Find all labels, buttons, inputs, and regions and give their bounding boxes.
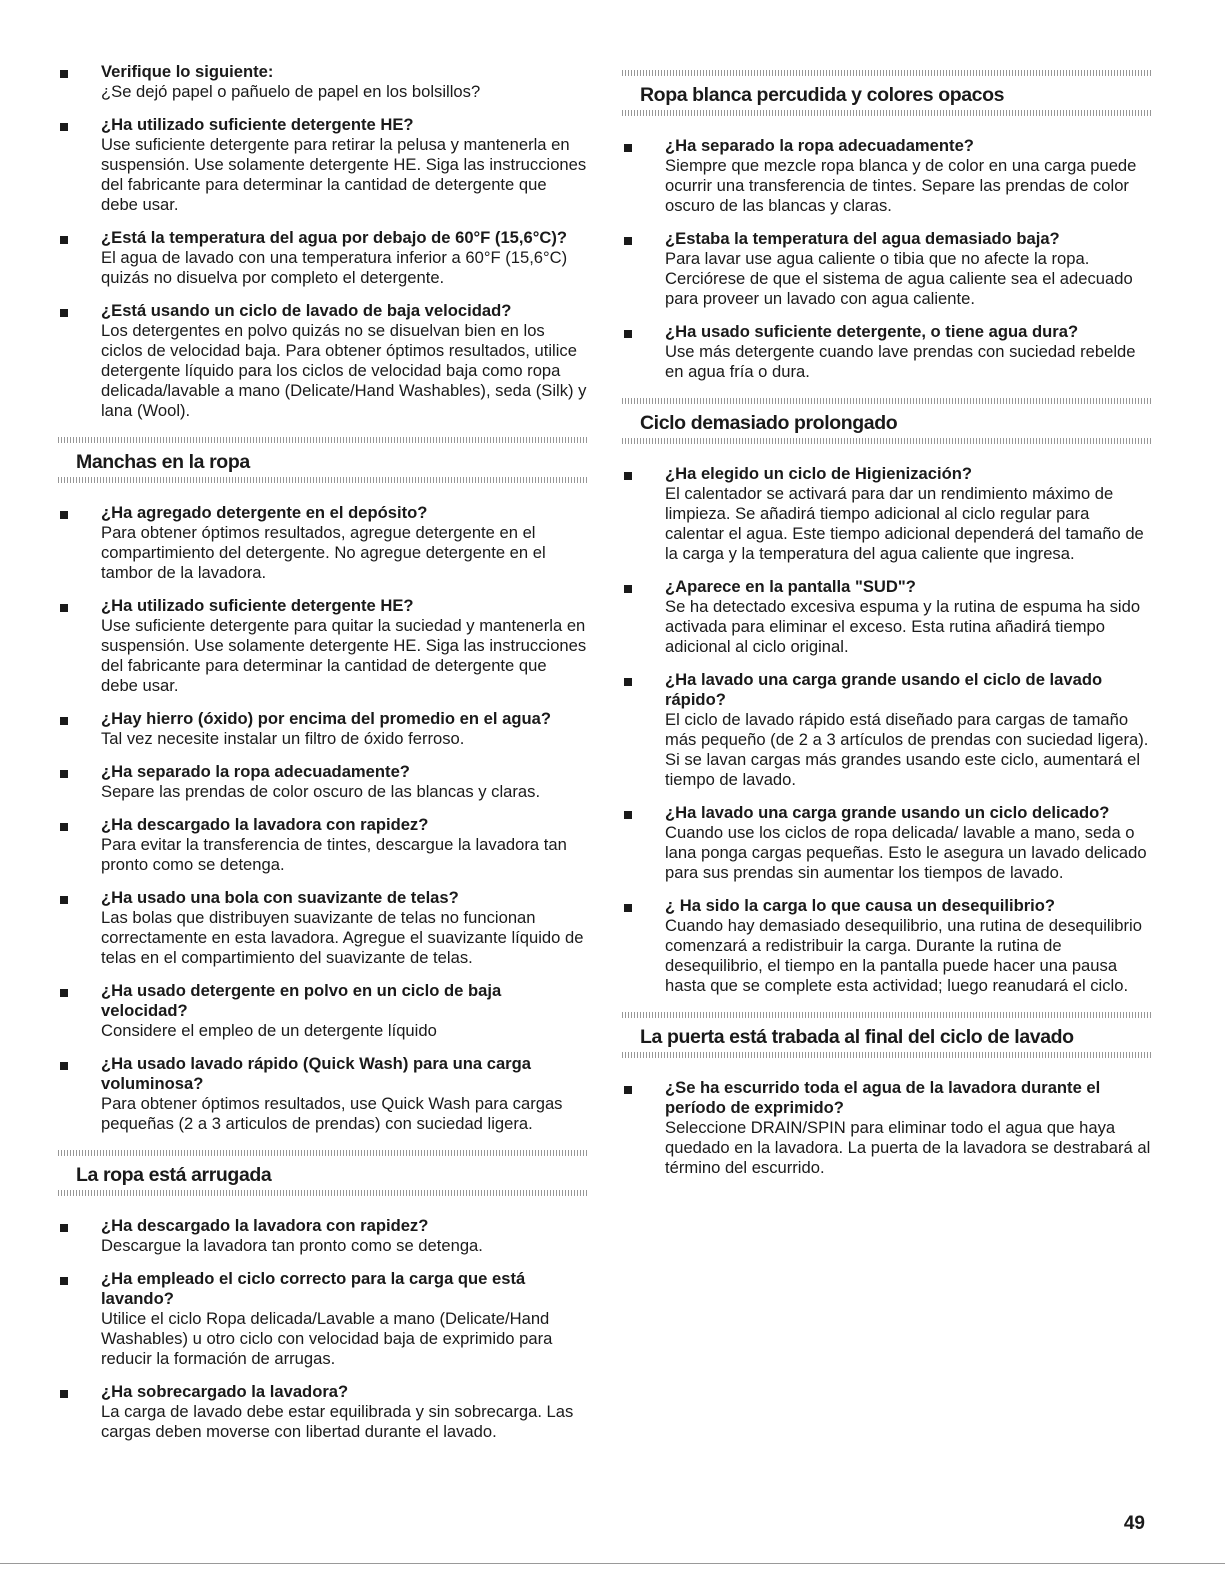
divider xyxy=(58,437,588,443)
section-list xyxy=(58,1216,588,1442)
list-item xyxy=(58,888,588,968)
answer: El ciclo de lavado rápido está diseñado para cargas de tamaño más pequeño (de 2 a 3 artículos de prendas con suciedad ligera). Si se lavan cargas más grandes usando este ciclo, aumentará el tiempo de lavado. xyxy=(665,710,1149,789)
answer: Los detergentes en polvo quizás no se disuelvan bien en los ciclos de velocidad baja. Para obtener óptimos resultados, utilice detergente líquido para los ciclos de velocidad baja como ropa delicada/lavable a mano (Delicate/Hand Washables), seda (Silk) y lana (Wool). xyxy=(101,321,587,420)
section-title: La puerta está trabada al final del ciclo de lavado xyxy=(640,1026,1074,1048)
answer: Las bolas que distribuyen suavizante de telas no funcionan correctamente en esta lavadora. Agregue el suavizante líquido de telas en el compartimiento del suavizante de telas. xyxy=(101,908,584,967)
question: ¿Ha agregado detergente en el depósito? xyxy=(101,503,428,522)
question: ¿ Ha sido la carga lo que causa un desequilibrio? xyxy=(665,896,1056,915)
question: ¿Ha usado suficiente detergente, o tiene agua dura? xyxy=(665,322,1079,341)
bullet-icon xyxy=(60,989,68,997)
bullet-icon xyxy=(60,823,68,831)
list-item xyxy=(622,136,1152,216)
bullet-icon xyxy=(60,70,68,78)
answer: Siempre que mezcle ropa blanca y de color en una carga puede ocurrir una transferencia de tintes. Separe las prendas de color oscuro de las blancas y claras. xyxy=(665,156,1137,215)
section-list xyxy=(58,503,588,1134)
section-header xyxy=(622,1012,1152,1058)
question: ¿Aparece en la pantalla "SUD"? xyxy=(665,577,916,596)
divider xyxy=(622,110,1152,116)
left-column xyxy=(58,62,588,1455)
bullet-icon xyxy=(60,236,68,244)
answer: Se ha detectado excesiva espuma y la rutina de espuma ha sido activada para eliminar el exceso. Esta rutina añadirá tiempo adicional al ciclo original. xyxy=(665,597,1141,656)
answer: Descargue la lavadora tan pronto como se detenga. xyxy=(101,1236,483,1255)
list-item xyxy=(58,115,588,215)
list-item xyxy=(58,762,588,802)
bullet-icon xyxy=(60,1224,68,1232)
section-header xyxy=(622,398,1152,444)
section-title: La ropa está arrugada xyxy=(76,1164,272,1186)
list-item xyxy=(58,981,588,1041)
section-list xyxy=(622,1078,1152,1178)
answer: Para lavar use agua caliente o tibia que no afecte la ropa. Cerciórese de que el sistema de agua caliente sea el adecuado para proveer un lavado con agua caliente. xyxy=(665,249,1133,308)
list-item xyxy=(622,896,1152,996)
question: ¿Ha utilizado suficiente detergente HE? xyxy=(101,596,414,615)
divider xyxy=(622,438,1152,444)
answer: ¿Se dejó papel o pañuelo de papel en los bolsillos? xyxy=(101,82,481,101)
question: ¿Estaba la temperatura del agua demasiado baja? xyxy=(665,229,1060,248)
answer: Seleccione DRAIN/SPIN para eliminar todo el agua que haya quedado en la lavadora. La puerta de la lavadora se destrabará al término del escurrido. xyxy=(665,1118,1151,1177)
answer: Use suficiente detergente para retirar la pelusa y mantenerla en suspensión. Use solamente detergente HE. Siga las instrucciones del fabricante para determinar la cantidad de detergente que debe usar. xyxy=(101,135,587,214)
question: ¿Ha separado la ropa adecuadamente? xyxy=(665,136,974,155)
bullet-icon xyxy=(624,144,632,152)
list-item xyxy=(58,596,588,696)
answer: El agua de lavado con una temperatura inferior a 60°F (15,6°C) quizás no disuelva por completo el detergente. xyxy=(101,248,568,287)
question: ¿Ha lavado una carga grande usando un ciclo delicado? xyxy=(665,803,1110,822)
question: ¿Ha empleado el ciclo correcto para la carga que está lavando? xyxy=(101,1269,526,1308)
list-item xyxy=(58,228,588,288)
list-item xyxy=(622,803,1152,883)
list-item xyxy=(622,1078,1152,1178)
bullet-icon xyxy=(60,1277,68,1285)
answer: Cuando hay demasiado desequilibrio, una rutina de desequilibrio comenzará a redistribuir la carga. Durante la rutina de desequilibrio, el tiempo en la pantalla puede hacer una pausa hasta que se complete esta actividad; luego reanudará el ciclo. xyxy=(665,916,1142,995)
list-item xyxy=(58,815,588,875)
list-item xyxy=(622,229,1152,309)
list-item xyxy=(58,503,588,583)
divider xyxy=(58,1190,588,1196)
section-header xyxy=(622,70,1152,116)
divider xyxy=(622,398,1152,404)
question: ¿Hay hierro (óxido) por encima del promedio en el agua? xyxy=(101,709,551,728)
list-item xyxy=(58,62,588,102)
list-item xyxy=(58,1054,588,1134)
question: ¿Está la temperatura del agua por debajo de 60°F (15,6°C)? xyxy=(101,228,568,247)
question: ¿Ha sobrecargado la lavadora? xyxy=(101,1382,349,1401)
bullet-icon xyxy=(624,472,632,480)
divider xyxy=(58,477,588,483)
list-item xyxy=(58,1216,588,1256)
answer: Use más detergente cuando lave prendas con suciedad rebelde en agua fría o dura. xyxy=(665,342,1136,381)
answer: La carga de lavado debe estar equilibrada y sin sobrecarga. Las cargas deben moverse con libertad durante el lavado. xyxy=(101,1402,574,1441)
bullet-icon xyxy=(60,604,68,612)
answer: Para evitar la transferencia de tintes, descargue la lavadora tan pronto como se detenga. xyxy=(101,835,567,874)
bullet-icon xyxy=(60,770,68,778)
page-number: 49 xyxy=(1123,1513,1145,1534)
answer: El calentador se activará para dar un rendimiento máximo de limpieza. Se añadirá tiempo adicional al ciclo regular para calentar el agua. Este tiempo adicional dependerá del tamaño de la carga y la temperatura del agua caliente que ingresa. xyxy=(665,484,1144,563)
question: Verifique lo siguiente: xyxy=(101,62,274,81)
list-item xyxy=(622,670,1152,790)
bullet-icon xyxy=(624,811,632,819)
bullet-icon xyxy=(60,511,68,519)
question: ¿Ha usado lavado rápido (Quick Wash) para una carga voluminosa? xyxy=(101,1054,532,1093)
section-list xyxy=(622,136,1152,382)
bullet-icon xyxy=(60,717,68,725)
answer: Considere el empleo de un detergente líquido xyxy=(101,1021,437,1040)
bullet-icon xyxy=(60,123,68,131)
bullet-icon xyxy=(60,1062,68,1070)
question: ¿Ha usado detergente en polvo en un ciclo de baja velocidad? xyxy=(101,981,502,1020)
bullet-icon xyxy=(60,1390,68,1398)
answer: Para obtener óptimos resultados, agregue detergente en el compartimiento del detergente. No agregue detergente en el tambor de la lavadora. xyxy=(101,523,546,582)
section-list xyxy=(622,464,1152,996)
section-title: Ciclo demasiado prolongado xyxy=(640,412,898,434)
question: ¿Está usando un ciclo de lavado de baja velocidad? xyxy=(101,301,512,320)
bullet-icon xyxy=(624,1086,632,1094)
bullet-icon xyxy=(624,330,632,338)
list-item xyxy=(58,709,588,749)
page-bottom-rule xyxy=(0,1563,1225,1564)
bullet-icon xyxy=(60,309,68,317)
list-item xyxy=(58,1269,588,1369)
divider xyxy=(622,1012,1152,1018)
question: ¿Ha utilizado suficiente detergente HE? xyxy=(101,115,414,134)
question: ¿Ha usado una bola con suavizante de telas? xyxy=(101,888,459,907)
divider xyxy=(58,1150,588,1156)
section-title: Ropa blanca percudida y colores opacos xyxy=(640,84,1005,106)
list-item xyxy=(58,1382,588,1442)
list-item xyxy=(58,301,588,421)
answer: Para obtener óptimos resultados, use Quick Wash para cargas pequeñas (2 a 3 articulos de prendas) con suciedad ligera. xyxy=(101,1094,563,1133)
section-header xyxy=(58,437,588,483)
answer: Use suficiente detergente para quitar la suciedad y mantenerla en suspensión. Use solamente detergente HE. Siga las instrucciones del fabricante para determinar la cantidad de detergente que debe usar. xyxy=(101,616,587,695)
bullet-icon xyxy=(624,237,632,245)
bullet-icon xyxy=(624,585,632,593)
bullet-icon xyxy=(60,896,68,904)
question: ¿Ha elegido un ciclo de Higienización? xyxy=(665,464,973,483)
intro-list xyxy=(58,62,588,421)
bullet-icon xyxy=(624,904,632,912)
divider xyxy=(622,1052,1152,1058)
answer: Tal vez necesite instalar un filtro de óxido ferroso. xyxy=(101,729,465,748)
section-header xyxy=(58,1150,588,1196)
list-item xyxy=(622,464,1152,564)
question: ¿Ha descargado la lavadora con rapidez? xyxy=(101,815,429,834)
bullet-icon xyxy=(624,678,632,686)
answer: Cuando use los ciclos de ropa delicada/ lavable a mano, seda o lana ponga cargas pequeñas. Esto le asegura un lavado delicado para sus prendas sin aumentar los tiempos de lavado. xyxy=(665,823,1147,882)
list-item xyxy=(622,577,1152,657)
answer: Utilice el ciclo Ropa delicada/Lavable a mano (Delicate/Hand Washables) u otro ciclo con velocidad baja de exprimido para reducir la formación de arrugas. xyxy=(101,1309,553,1368)
list-item xyxy=(622,322,1152,382)
question: ¿Ha separado la ropa adecuadamente? xyxy=(101,762,410,781)
question: ¿Ha descargado la lavadora con rapidez? xyxy=(101,1216,429,1235)
divider xyxy=(622,70,1152,76)
section-title: Manchas en la ropa xyxy=(76,451,250,473)
right-column xyxy=(622,62,1152,1191)
question: ¿Ha lavado una carga grande usando el ciclo de lavado rápido? xyxy=(665,670,1103,709)
answer: Separe las prendas de color oscuro de las blancas y claras. xyxy=(101,782,541,801)
question: ¿Se ha escurrido toda el agua de la lavadora durante el período de exprimido? xyxy=(665,1078,1101,1117)
